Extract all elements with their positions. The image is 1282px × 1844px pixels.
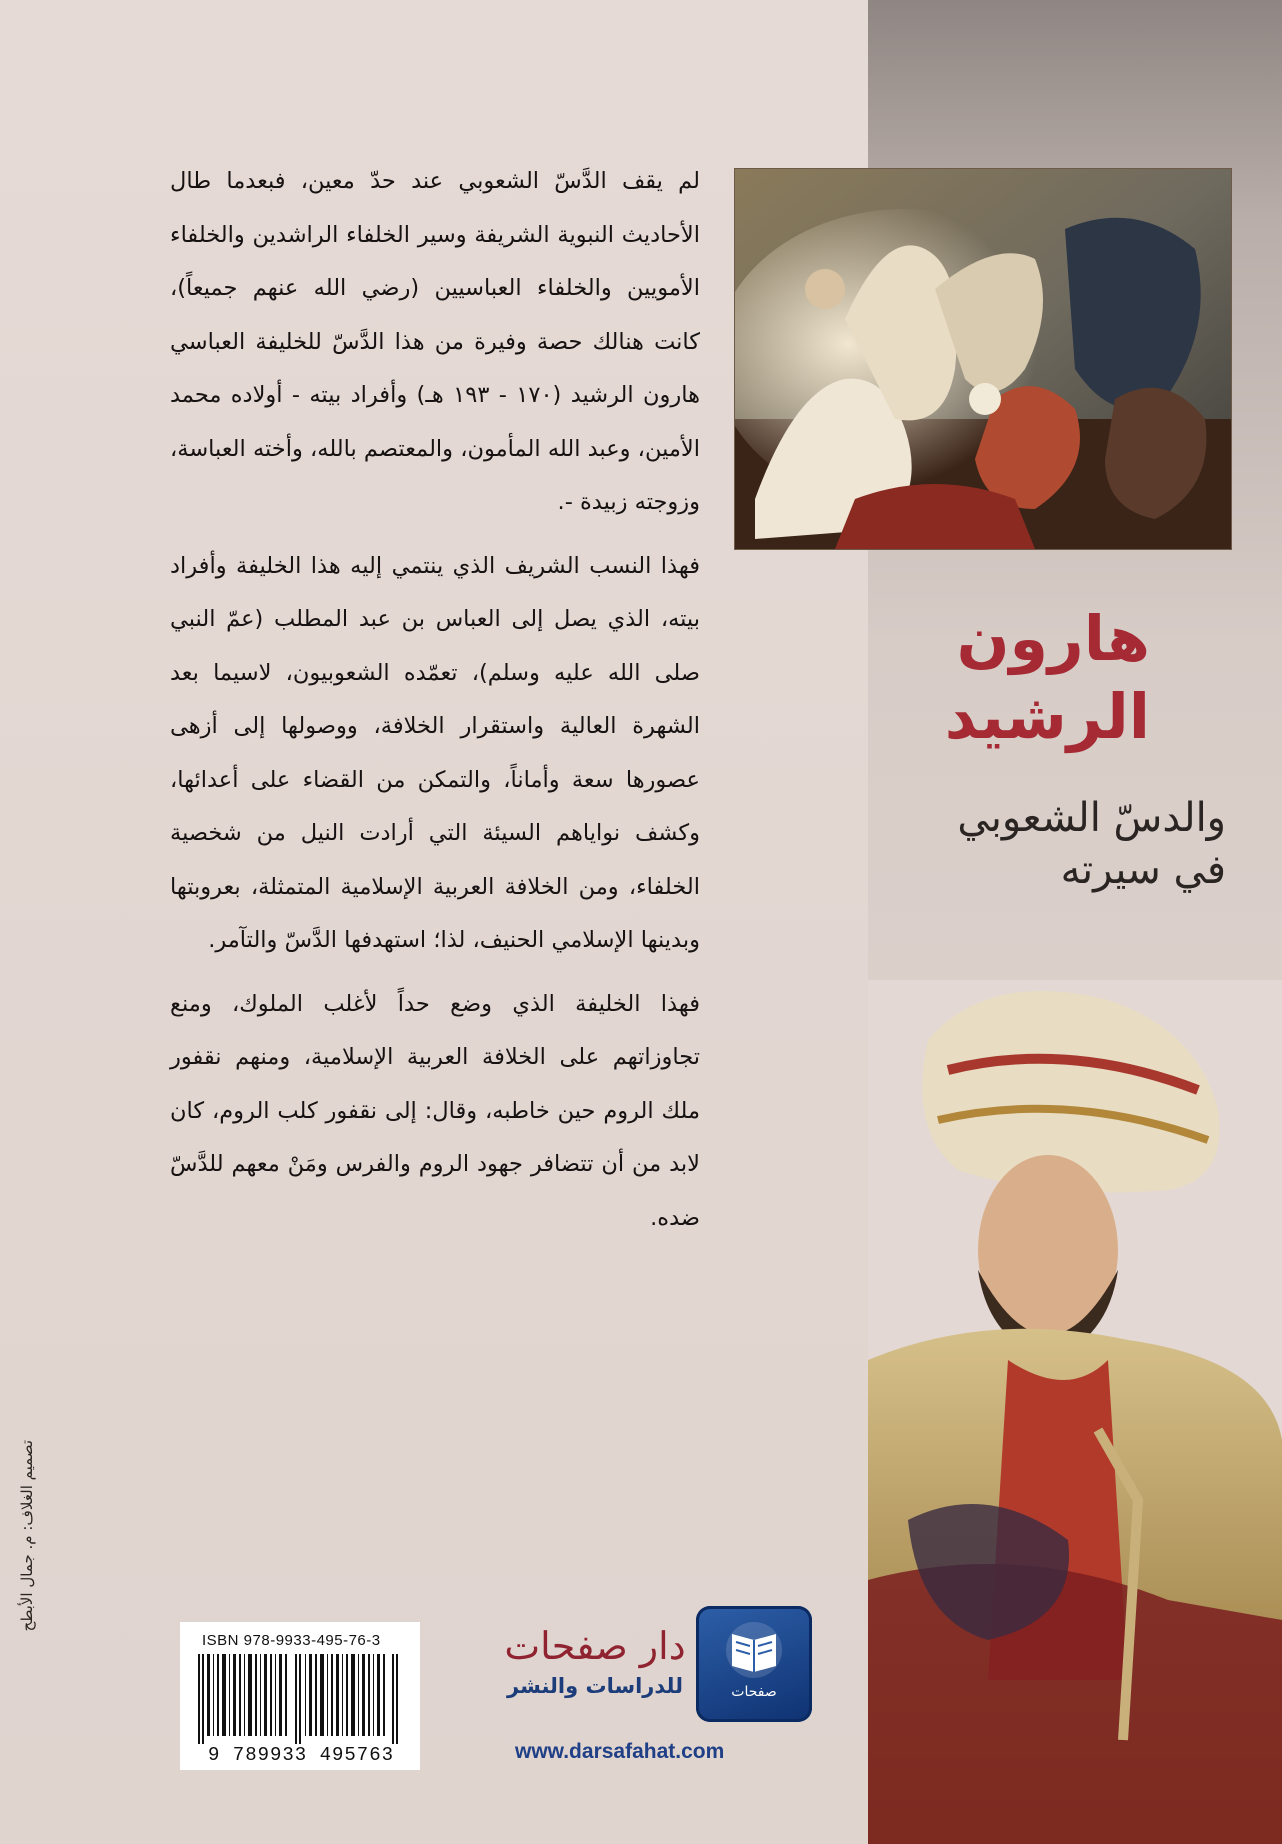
blurb-paragraph-3: فهذا الخليفة الذي وضع حداً لأغلب الملوك، ومنع تجاوزاتهم على الخلافة العربية الإسلامية، ومنهم نقفور ملك الروم حين خاطبه، وقال: إلى نقفور كلب الروم، كان لابد من أن تتضافر جهود الروم والفرس ومَنْ معهم للدَّسّ ضده.	[170, 990, 700, 1231]
publisher-logo	[500, 1622, 690, 1698]
blurb	[170, 155, 700, 1245]
subtitle-line-1: والدسّ الشعوبي	[957, 795, 1226, 841]
isbn-label: ISBN 978-9933-495-76-3	[202, 1632, 381, 1649]
battle-painting-image	[735, 169, 1231, 549]
publisher-emblem	[696, 1606, 812, 1722]
title-line-2: الرشيد	[944, 680, 1150, 753]
portrait-painting	[868, 980, 1282, 1844]
cover-design-credit: تصميم الغلاف: م. جمال الأبطح	[18, 1440, 36, 1632]
book-title	[820, 600, 1150, 756]
book-icon	[724, 1620, 784, 1680]
blurb-paragraph-1: لم يقف الدَّسّ الشعوبي عند حدّ معين، فبعدما طال الأحاديث النبوية الشريفة وسير الخلفاء الراشدين والخلفاء الأمويين والخلفاء العباسيين (رضي الله عنهم جميعاً)، كانت هنالك حصة وفيرة من هذا الدَّسّ للخليفة العباسي هارون الرشيد (١٧٠ - ١٩٣ هـ) وأفراد بيته - أولاده محمد الأمين، وعبد الله المأمون، والمعتصم بالله، وأخته العباسة، وزوجته زبيدة -.	[170, 168, 700, 515]
publisher-tagline: للدراسات والنشر	[507, 1674, 683, 1698]
barcode-number: 9 789933 495763	[207, 1744, 395, 1766]
barcode-bars	[194, 1654, 406, 1744]
book-subtitle	[806, 792, 1226, 896]
title-line-1: هارون	[956, 602, 1150, 675]
battle-painting	[734, 168, 1232, 550]
isbn-barcode	[180, 1622, 420, 1770]
emblem-label: صفحات	[731, 1684, 777, 1700]
publisher-name: دار صفحات	[504, 1624, 686, 1668]
publisher-website[interactable]: www.darsafahat.com	[515, 1740, 725, 1763]
portrait-painting-image	[868, 980, 1282, 1844]
blurb-paragraph-2: فهذا النسب الشريف الذي ينتمي إليه هذا الخليفة وأفراد بيته، الذي يصل إلى العباس بن عبد المطلب (عمّ النبي صلى الله عليه وسلم)، تعمّده الشعوبيون، لاسيما بعد الشهرة العالية واستقرار الخلافة، ووصولها إلى أزهى عصورها سعة وأماناً، والتمكن من القضاء على أعدائها، وكشف نواياهم السيئة التي أرادت النيل من شخصية الخلفاء، ومن الخلافة العربية الإسلامية المتمثلة، بعروبتها وبدينها الإسلامي الحنيف، لذا؛ استهدفها الدَّسّ والتآمر.	[170, 552, 700, 953]
subtitle-line-2: في سيرته	[1060, 847, 1226, 893]
